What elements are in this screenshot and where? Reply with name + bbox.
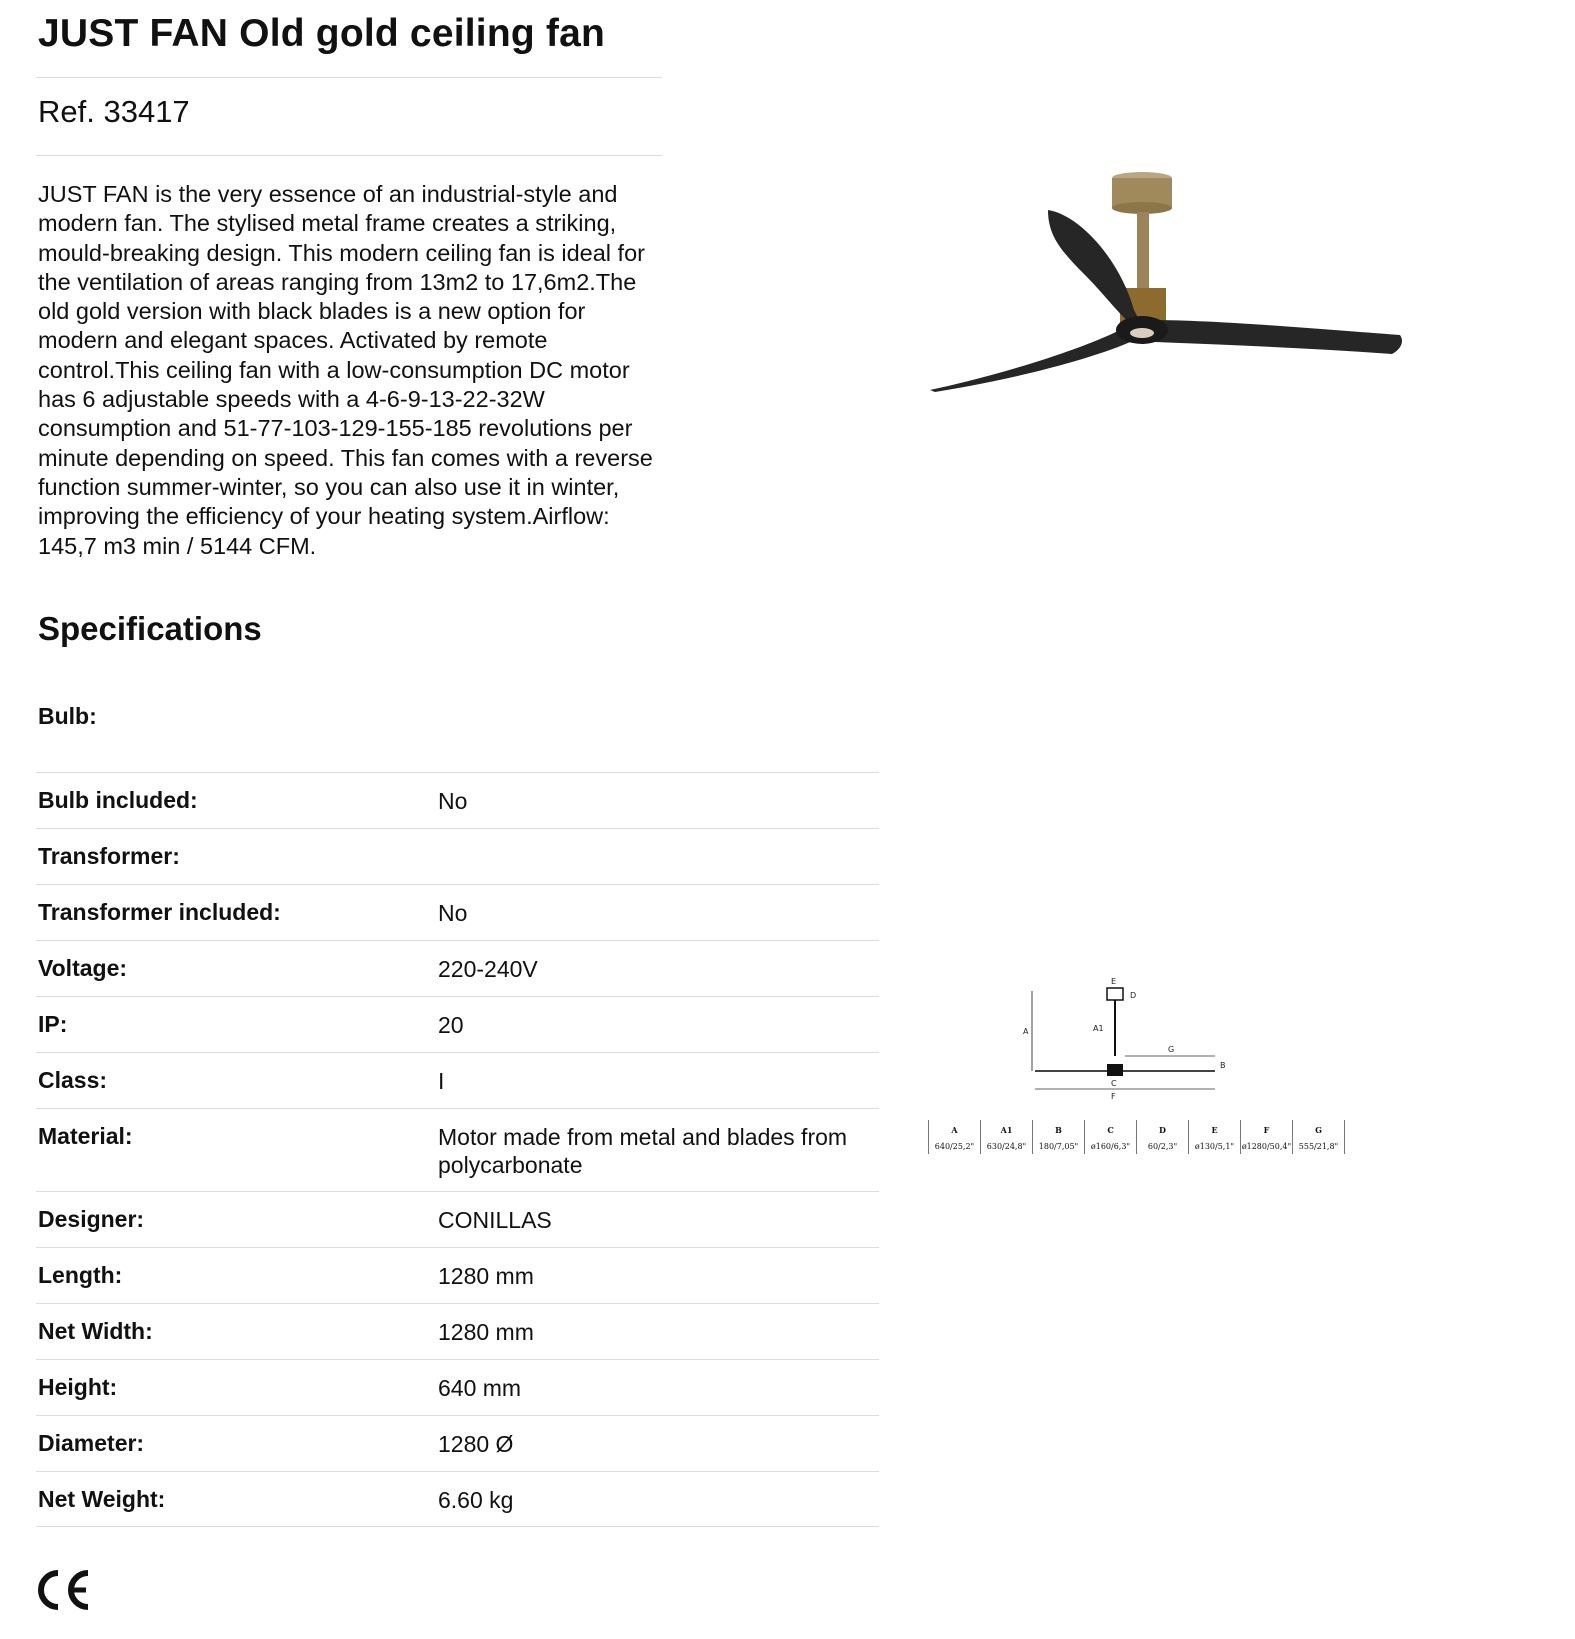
ceiling-fan-image <box>930 170 1430 410</box>
specifications-heading: Specifications <box>38 610 262 647</box>
spec-label: IP: <box>38 1011 68 1037</box>
spec-row <box>36 1415 879 1471</box>
dimension-value: ø1280/50,4" <box>1241 1142 1292 1151</box>
spec-label: Transformer included: <box>38 899 281 925</box>
dimension-column <box>1188 1120 1240 1154</box>
spec-label: Transformer: <box>38 843 180 869</box>
bulb-label: Bulb: <box>38 703 97 729</box>
dimension-label: D <box>1159 1125 1166 1135</box>
drawing-dimension-letter: B <box>1220 1061 1226 1070</box>
spec-value: 1280 Ø <box>438 1431 514 1457</box>
drawing-dimension-letter: D <box>1130 991 1137 1000</box>
dimension-column <box>1292 1120 1345 1154</box>
title-divider <box>36 77 662 78</box>
spec-label: Height: <box>38 1374 118 1400</box>
dimension-value: 180/7,05" <box>1038 1142 1079 1151</box>
spec-value: 6.60 kg <box>438 1487 514 1513</box>
dimension-label: C <box>1107 1125 1114 1135</box>
spec-row <box>36 1303 879 1359</box>
spec-row <box>36 884 879 940</box>
specifications-table <box>36 772 879 1527</box>
spec-value <box>438 829 879 884</box>
spec-row <box>36 940 879 996</box>
spec-value: 20 <box>438 1012 464 1038</box>
spec-row <box>36 1359 879 1415</box>
spec-value: 1280 mm <box>438 1263 534 1289</box>
dimension-value: ø130/5,1" <box>1194 1142 1235 1151</box>
drawing-dimension-letter: C <box>1111 1079 1117 1088</box>
dimension-value: 640/25,2" <box>934 1142 975 1151</box>
dimension-table <box>928 1120 1345 1154</box>
spec-label: Net Weight: <box>38 1486 166 1512</box>
ce-mark-icon <box>36 1568 92 1612</box>
spec-label: Material: <box>38 1123 133 1149</box>
spec-value: No <box>438 788 468 814</box>
spec-label: Net Width: <box>38 1318 153 1344</box>
dimension-column <box>1032 1120 1084 1154</box>
product-ref: Ref. 33417 <box>38 94 190 129</box>
dimension-value: 60/2,3" <box>1147 1142 1178 1151</box>
drawing-dimension-letter: A <box>1023 1027 1029 1036</box>
spec-row <box>36 828 879 884</box>
spec-row <box>36 1247 879 1303</box>
dimension-column <box>980 1120 1032 1154</box>
spec-label: Bulb included: <box>38 787 198 813</box>
spec-row <box>36 772 879 828</box>
spec-value: No <box>438 900 468 926</box>
product-description: JUST FAN is the very essence of an industrial-style and modern fan. The stylised metal frame creates a striking, mould-breaking design. This modern ceiling fan is ideal for the ventilation of areas ranging from 13m2 to 17,6m2.The old gold version with black blades is a new option for modern and elegant spaces. Activated by remote control.This ceiling fan with a low-consumption DC motor has 6 adjustable speeds with a 4-6-9-13-22-32W consumption and 51-77-103-129-155-185 revolutions per minute depending on speed. This fan comes with a reverse function summer-winter, so you can also use it in winter, improving the efficiency of your heating system.Airflow: 145,7 m3 min / 5144 CFM. <box>38 181 653 559</box>
drawing-dimension-letter: A1 <box>1093 1024 1104 1033</box>
dimension-label: A <box>951 1125 958 1135</box>
spec-row <box>36 1471 879 1527</box>
spec-value: 220-240V <box>438 956 538 982</box>
dimension-value: 555/21,8" <box>1298 1142 1339 1151</box>
spec-label: Length: <box>38 1262 123 1288</box>
spec-label: Voltage: <box>38 955 128 981</box>
spec-row <box>36 1052 879 1108</box>
dimension-column <box>1136 1120 1188 1154</box>
ref-divider <box>36 155 662 156</box>
dimension-label: F <box>1263 1125 1270 1135</box>
dimension-value: ø160/6,3" <box>1090 1142 1131 1151</box>
dimension-column <box>1240 1120 1292 1154</box>
product-title: JUST FAN Old gold ceiling fan <box>38 12 605 55</box>
spec-row <box>36 1191 879 1247</box>
dimension-label: G <box>1315 1125 1322 1135</box>
dimension-column <box>1084 1120 1136 1154</box>
dimension-label: B <box>1055 1125 1062 1135</box>
spec-value: CONILLAS <box>438 1207 552 1233</box>
spec-label: Class: <box>38 1067 108 1093</box>
drawing-dimension-letter: G <box>1168 1045 1175 1054</box>
dimension-column <box>928 1120 980 1154</box>
dimension-drawing <box>1015 976 1255 1101</box>
spec-value: 1280 mm <box>438 1319 534 1345</box>
dimension-value: 630/24,8" <box>986 1142 1027 1151</box>
spec-row <box>36 996 879 1052</box>
dimension-label: A1 <box>1000 1125 1013 1135</box>
spec-label: Diameter: <box>38 1430 145 1456</box>
spec-value: I <box>438 1068 445 1094</box>
spec-row <box>36 1108 879 1191</box>
drawing-dimension-letter: E <box>1111 977 1117 986</box>
spec-value: 640 mm <box>438 1375 522 1401</box>
drawing-dimension-letter: F <box>1111 1092 1116 1101</box>
dimension-label: E <box>1211 1125 1218 1135</box>
spec-value: Motor made from metal and blades from polycarbonate <box>438 1124 848 1178</box>
spec-label: Designer: <box>38 1206 145 1232</box>
